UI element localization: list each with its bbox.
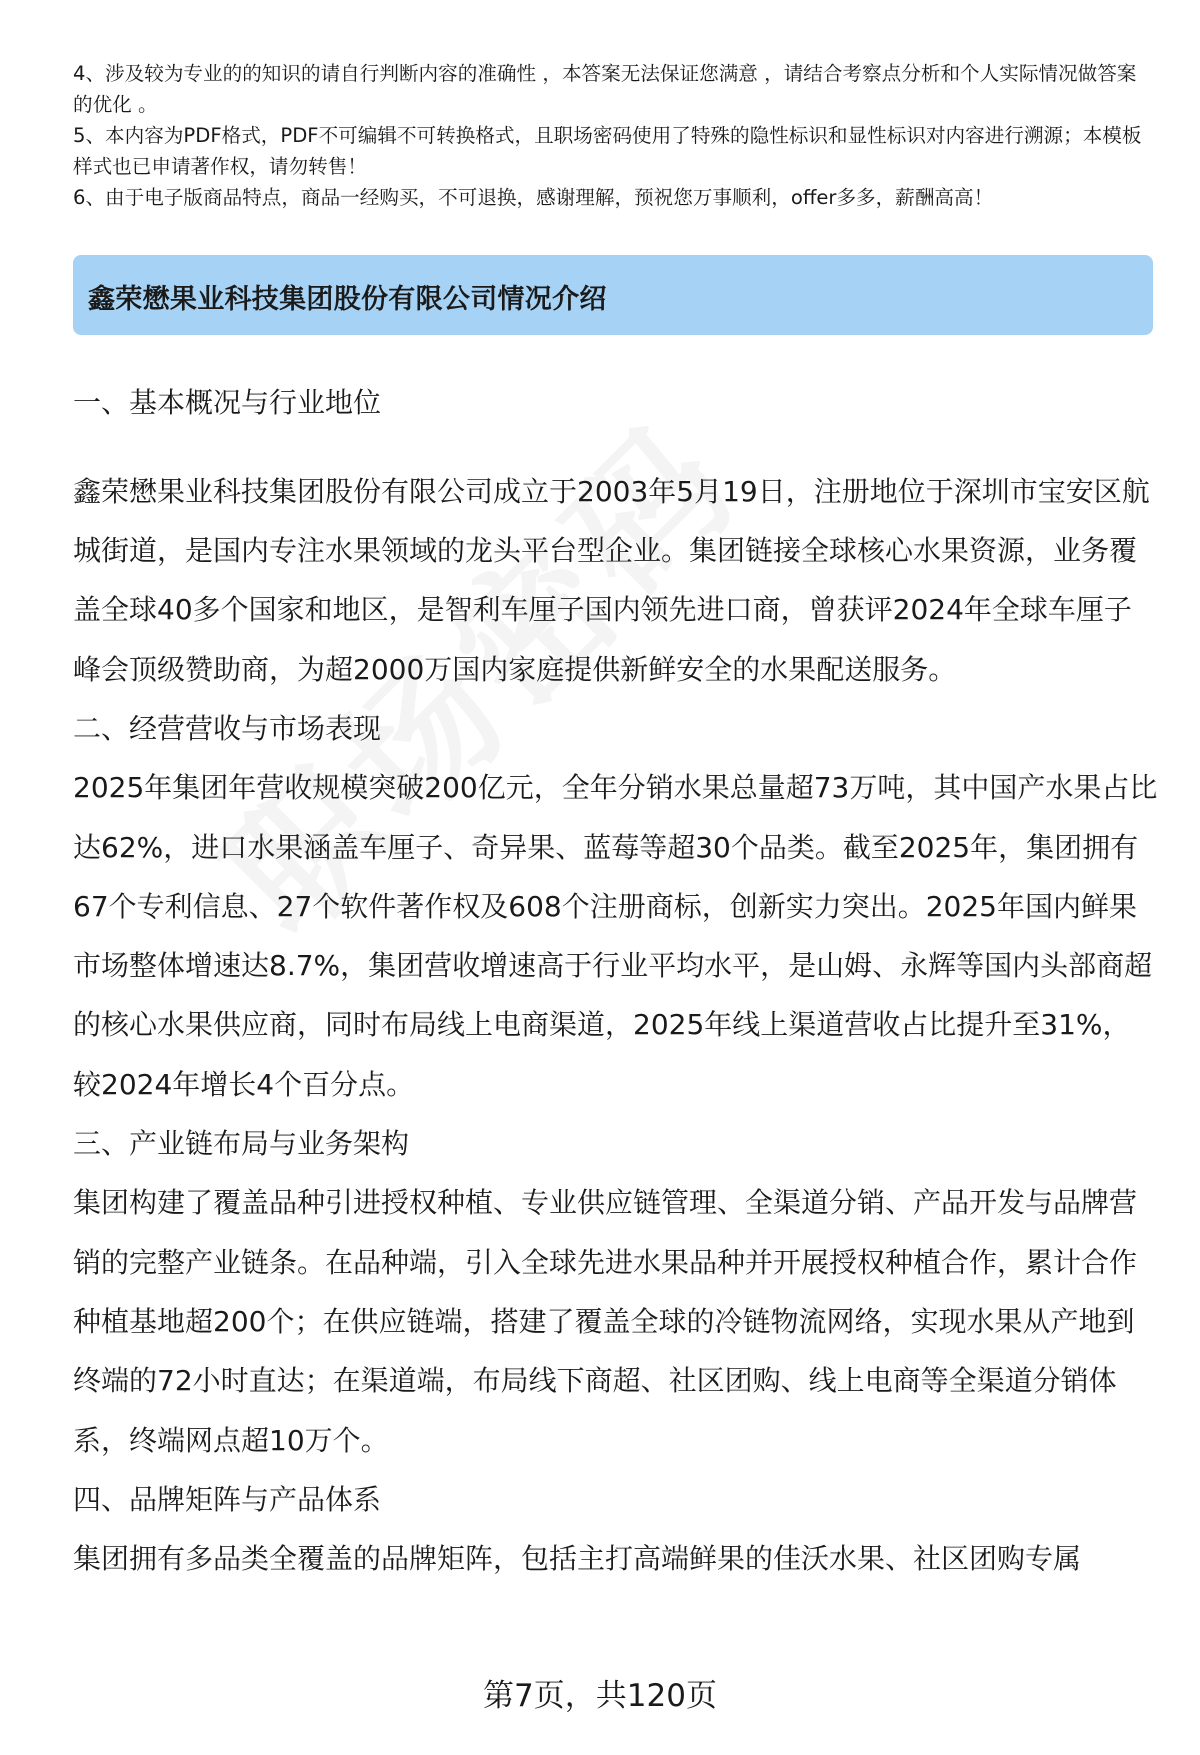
note-item: 4、涉及较为专业的的知识的请自行判断内容的准确性 ，本答案无法保证您满意 ，请结合考察点分析和个人实际情况做答案的优化 。 (73, 62, 1137, 116)
section-heading: 三、产业链布局与业务架构 (73, 1127, 410, 1161)
section-paragraph: 集团拥有多品类全覆盖的品牌矩阵，包括主打高端鲜果的佳沃水果、社区团购专属 (73, 1542, 1082, 1576)
note-item: 5、本内容为PDF格式，PDF不可编辑不可转换格式，且职场密码使用了特殊的隐性标识和显性标识对内容进行溯源；本模板样式也已申请著作权，请勿转售！ (73, 124, 1142, 178)
page-number: 第7页，共120页 (483, 1678, 717, 1714)
note-item: 6、由于电子版商品特点，商品一经购买，不可退换，感谢理解，预祝您万事顺利，offer多多，薪酬高高！ (73, 186, 994, 209)
section-title: 鑫荣懋果业科技集团股份有限公司情况介绍 (88, 284, 607, 315)
notes-block (73, 58, 1153, 213)
main-content (73, 373, 1158, 1588)
section-heading: 四、品牌矩阵与产品体系 (73, 1482, 382, 1516)
section-heading: 二、经营营收与市场表现 (73, 711, 382, 745)
section-title-banner (73, 255, 1153, 335)
section-paragraph: 集团构建了覆盖品种引进授权种植、专业供应链管理、全渠道分销、产品开发与品牌营销的完整产业链条。在品种端，引入全球先进水果品种并开展授权种植合作，累计合作种植基地超200个；在供应链端，搭建了覆盖全球的冷链物流网络，实现水果从产地到终端的72小时直达；在渠道端，布局线下商超、社区团购、线上电商等全渠道分销体系，终端网点超10万个。 (73, 1186, 1138, 1457)
section-heading: 一、基本概况与行业地位 (73, 386, 382, 419)
section-paragraph: 鑫荣懋果业科技集团股份有限公司成立于2003年5月19日，注册地位于深圳市宝安区航城街道，是国内专注水果领域的龙头平台型企业。集团链接全球核心水果资源，业务覆盖全球40多个国家和地区，是智利车厘子国内领先进口商，曾获评2024年全球车厘子峰会顶级赞助商，为超2000万国内家庭提供新鲜安全的水果配送服务。 (73, 474, 1150, 686)
section-paragraph: 2025年集团年营收规模突破200亿元，全年分销水果总量超73万吨，其中国产水果占比达62%，进口水果涵盖车厘子、奇异果、蓝莓等超30个品类。截至2025年，集团拥有67个专利信息、27个软件著作权及608个注册商标，创新实力突出。2025年国内鲜果市场整体增速达8.7%，集团营收增速高于行业平均水平，是山姆、永辉等国内头部商超的核心水果供应商，同时布局线上电商渠道，2025年线上渠道营收占比提升至31%，较2024年增长4个百分点。 (73, 771, 1158, 1101)
